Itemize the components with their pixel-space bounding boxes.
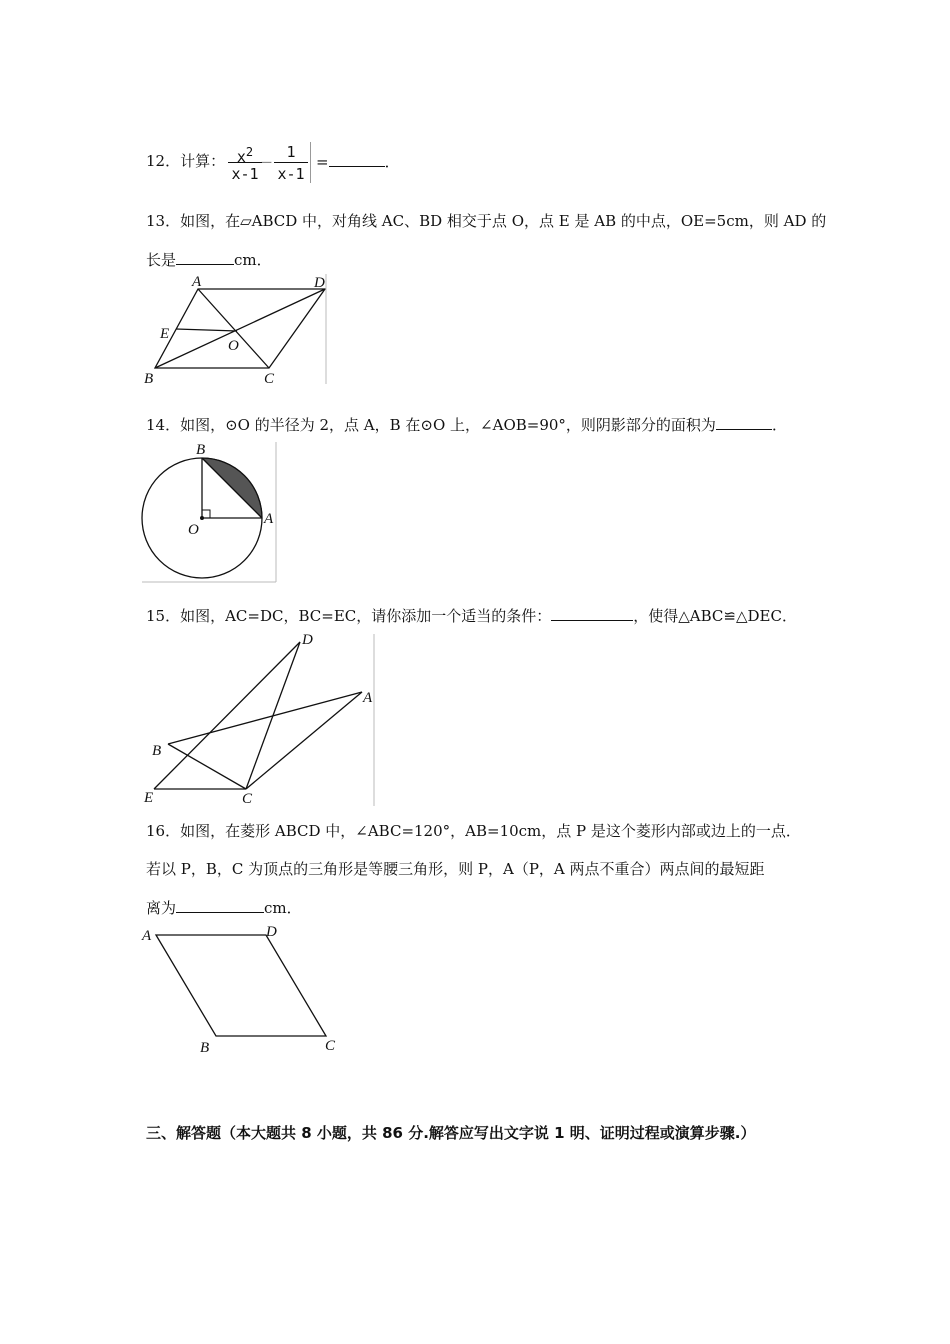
q15-answer-blank[interactable]: [551, 605, 633, 621]
q14-answer-blank[interactable]: [716, 414, 772, 430]
q15-figure: [140, 630, 380, 808]
q13-label-b: B: [144, 371, 154, 387]
q16-answer-blank[interactable]: [176, 897, 264, 913]
q13-label-d: D: [314, 275, 325, 291]
q12-minus: －: [260, 156, 274, 171]
q12-fraction-1: [228, 142, 262, 183]
q15-text: 15．如图，AC=DC，BC=EC，请你添加一个适当的条件： ，使得△ABC≌△DEC．: [146, 607, 797, 625]
q12-fraction-2: [274, 142, 311, 183]
q12-frac1-denominator: x-1: [228, 162, 262, 183]
q13-diagonal-ac: [198, 289, 269, 368]
q12-frac1-numerator: x: [236, 148, 246, 166]
q12-answer: = ．: [316, 153, 400, 171]
q14-label-a: A: [264, 511, 274, 527]
q13-label-o: O: [228, 338, 239, 354]
q13-label-c: C: [264, 371, 275, 387]
q14-label-o: O: [188, 522, 199, 538]
q13-label-a: A: [192, 274, 202, 290]
q16-label-d: D: [266, 924, 277, 940]
q14-label-b: B: [196, 442, 206, 458]
q13-line1: 13．如图，在▱ABCD 中，对角线 AC、BD 相交于点 O，点 E 是 AB 的中点，OE=5cm，则 AD 的: [146, 212, 827, 230]
q12-frac2-numerator: 1: [286, 143, 296, 161]
q16-label-a: A: [142, 928, 152, 944]
q13-segment-oe: [176, 329, 237, 331]
q15-label-d: D: [302, 632, 313, 648]
q15-segment-bc: [168, 744, 246, 789]
q15-label-c: C: [242, 791, 253, 807]
q15-label-b: B: [152, 743, 162, 759]
q12-answer-blank[interactable]: [329, 151, 385, 167]
q16-line1: 16．如图，在菱形 ABCD 中，∠ABC=120°，AB=10cm，点 P 是这个菱形内部或边上的一点．: [146, 822, 801, 840]
q16-rhombus: [156, 935, 326, 1036]
q14-figure: [140, 440, 280, 585]
q16-line3: 离为 cm．: [146, 899, 302, 917]
q13-figure: [140, 272, 340, 388]
q15-segment-ed: [154, 642, 300, 789]
q12-frac2-denominator: x-1: [274, 162, 308, 183]
q15-label-a: A: [363, 690, 373, 706]
q13-answer-blank[interactable]: [176, 249, 234, 265]
q12-frac1-exponent: 2: [245, 145, 254, 159]
q16-line2: 若以 P，B，C 为顶点的三角形是等腰三角形，则 P，A（P，A 两点不重合）两点间的最短距: [146, 860, 765, 878]
q13-label-e: E: [160, 326, 170, 342]
q16-figure: [140, 920, 350, 1052]
q16-label-c: C: [325, 1038, 336, 1052]
q15-label-e: E: [144, 790, 154, 806]
section-3-heading: 三、解答题（本大题共 8 小题，共 86 分.解答应写出文字说 1 明、证明过程或演算步骤.）: [146, 1124, 756, 1142]
q16-label-b: B: [200, 1040, 210, 1052]
q13-line2: 长是 cm．: [146, 251, 272, 269]
q14-text: 14．如图，⊙O 的半径为 2，点 A，B 在⊙O 上，∠AOB=90°，则阴影部分的面积为 ．: [146, 416, 787, 434]
q12-label: 12．计算：: [146, 152, 226, 170]
